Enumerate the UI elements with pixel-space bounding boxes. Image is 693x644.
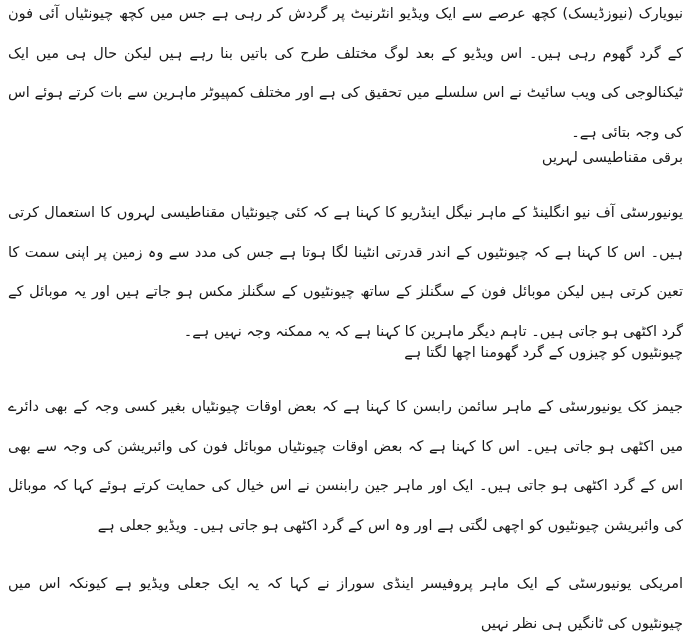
article-paragraph-intro: نیویارک (نیوزڈیسک) کچھ عرصے سے ایک ویڈیو انٹرنیٹ پر گردش کر رہی ہے جس میں کچھ چیونٹیاں آئی فون کے گرد گھوم رہی ہیں۔ اس ویڈیو کے بعد لوگ مختلف طرح کی باتیں بنا رہے ہیں لیکن حال ہی میں ایک ٹیکنالوجی کی ویب سائیٹ نے اس سلسلے میں تحقیق کی ہے اور مختلف کمپیوٹر ماہرین سے بات کرتے ہوئے اس کی وجہ بتائی ہے۔ <box>8 6 683 141</box>
section-heading-ants-circling: چیونٹیوں کو چیزوں کے گرد گھومنا اچھا لگتا ہے <box>404 345 683 361</box>
section-heading-magnetic-waves: برقی مقناطیسی لہریں <box>541 150 683 166</box>
article-paragraph-magnetic-waves: یونیورسٹی آف نیو انگلینڈ کے ماہر نیگل اینڈریو کا کہنا ہے کہ کئی چیونٹیاں مقناطیسی لہروں کا استعمال کرتی ہیں۔ اس کا کہنا ہے کہ چیونٹیوں کے اندر قدرتی انٹینا لگا ہوتا ہے جس کی مدد سے وہ زمین پر اپنی سمت کا تعین کرتی ہیں لیکن موبائل فون کے سگنلز کے ساتھ چیونٹیوں کے سگنلز مکس ہو جاتے ہیں اور یہ موبائل کے گرد اکٹھی ہو جاتی ہیں۔ تاہم دیگر ماہرین کا کہنا ہے کہ یہ ممکنہ وجہ نہیں ہے۔ <box>8 205 683 340</box>
article-paragraph-fake-video: امریکی یونیورسٹی کے ایک ماہر پروفیسر اینڈی سوراز نے کہا کہ یہ ایک جعلی ویڈیو ہے کیونکہ اس میں چیونٹیوں کی ٹانگیں ہی نظر نہیں <box>8 576 683 632</box>
article-paragraph-ants-circling: جیمز کک یونیورسٹی کے ماہر سائمن رابسن کا کہنا ہے کہ بعض اوقات چیونٹیاں بغیر کسی وجہ کے بھی دائرے میں اکٹھی ہو جاتی ہیں۔ اس کا کہنا ہے کہ بعض اوقات چیونٹیاں موبائل فون کی وائبریشن کی وجہ سے بھی اس کے گرد اکٹھی ہو جاتی ہیں۔ ایک اور ماہر جین رابنسن نے اس خیال کی حمایت کرتے ہوئے کہا کہ موبائل کی وائبریشن چیونٹیوں کو اچھی لگتی ہے اور وہ اس کے گرد اکٹھی ہو جاتی ہیں۔ ویڈیو جعلی ہے <box>8 399 683 534</box>
